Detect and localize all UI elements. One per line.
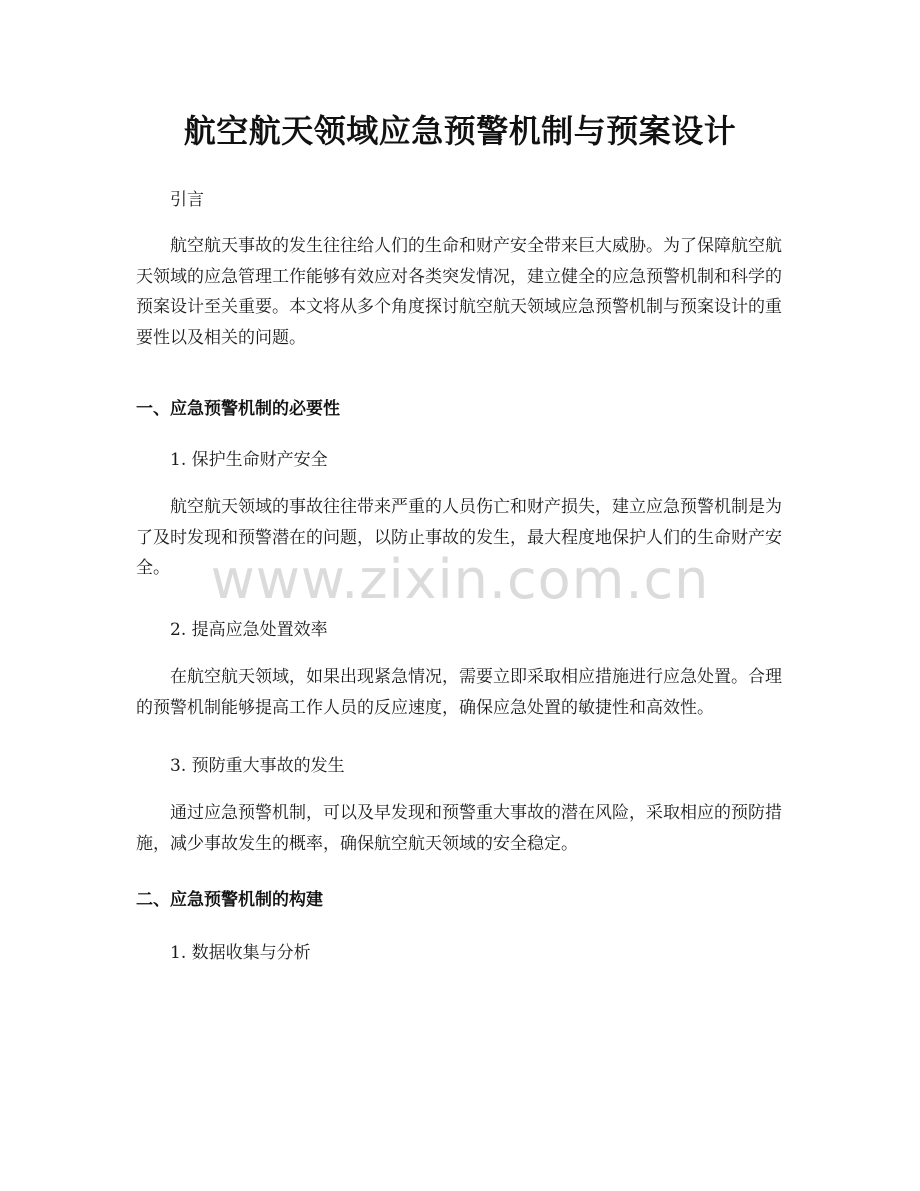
section1-item1-text: 航空航天领域的事故往往带来严重的人员伤亡和财产损失，建立应急预警机制是为了及时发现和预警潜在的问题，以防止事故的发生，最大程度地保护人们的生命财产安全。 [136,497,782,578]
section1-item3-title: 3. 预防重大事故的发生 [170,756,345,776]
section2-heading: 二、应急预警机制的构建 [136,890,323,910]
section1-heading: 一、应急预警机制的必要性 [136,399,340,419]
document-title: 航空航天领域应急预警机制与预案设计 [183,112,737,150]
section1-item2-text: 在航空航天领域，如果出现紧急情况，需要立即采取相应措施进行应急处置。合理的预警机制能够提高工作人员的反应速度，确保应急处置的敏捷性和高效性。 [136,667,782,718]
section1-item1-title: 1. 保护生命财产安全 [170,450,328,470]
section1-item3-text: 通过应急预警机制，可以及早发现和预警重大事故的潜在风险，采取相应的预防措施，减少事故发生的概率，确保航空航天领域的安全稳定。 [136,803,782,854]
intro-paragraph: 航空航天事故的发生往往给人们的生命和财产安全带来巨大威胁。为了保障航空航天领域的应急管理工作能够有效应对各类突发情况，建立健全的应急预警机制和科学的预案设计至关重要。本文将从多个角度探讨航空航天领域应急预警机制与预案设计的重要性以及相关的问题。 [136,236,782,348]
section2-item1-title: 1. 数据收集与分析 [170,943,311,963]
section1-item2-title: 2. 提高应急处置效率 [170,620,328,640]
watermark: www.zixin.com.cn [210,548,710,611]
intro-label: 引言 [170,190,204,210]
